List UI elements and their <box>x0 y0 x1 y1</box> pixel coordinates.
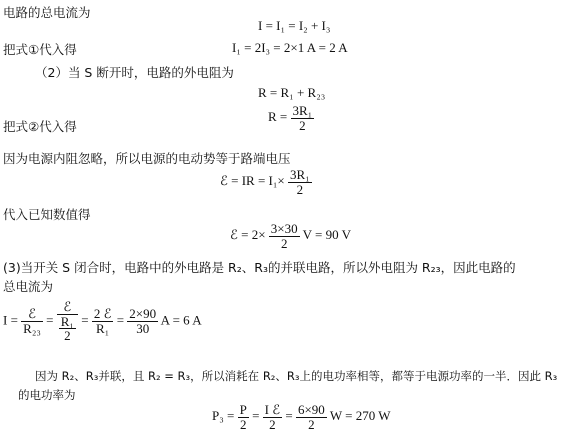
text-line-total-current-2: 总电流为 <box>3 279 54 294</box>
equation-external-resistance: R = R₁ + R₂₃ <box>258 85 326 100</box>
equation-emf-ir: ℰ = IR = I₁× $\frac{\text{3R₁}}{2}$ <box>220 167 310 197</box>
text-line-substitute-2: 把式②代入得 <box>3 119 77 134</box>
text-line-s-closed: (3)当开关 S 闭合时，电路中的外电路是 R₂、R₃的并联电路，所以外电阻为 R₂₃，因此电路的 <box>3 260 516 275</box>
text-line-emf-equals-voltage: 因为电源内阻忽略，所以电源的电动势等于路端电压 <box>3 151 291 166</box>
equation-r-fraction: R = $\frac{\text{3R₁}}{2}$ <box>268 103 313 133</box>
equation-current-sum: I = I₁ = I₂ + I₃ <box>258 18 331 33</box>
equation-emf-value: ℰ = 2× $\frac{3\times 30}{2}$ V = 90 V <box>230 221 352 251</box>
equation-p3-value: P₃ = $\frac{P}{2}$ = $\frac{\text{I ℰ}}{2}$ = $\frac{6\times 90}{2}$ W = 270 W <box>212 402 391 432</box>
equation-i1-value: I₁ = 2I₃ = 2×1 A = 2 A <box>232 40 348 55</box>
equation-total-current-closed: I = $\frac{\text{ℰ}}{\text{R₂₃}}$ = $\frac{\text{ℰ}}{\frac{\text{R₁}}{2}}$ = $\frac{\text{2 ℰ}}{\text{R₁}}$ = $\frac{2\times 90}{30}$ A = 6 A <box>3 299 202 344</box>
text-line-parallel-power: 因为 R₂、R₃并联，且 R₂ = R₃，所以消耗在 R₂、R₃上的电功率相等，都等于电源功率的一半．因此 R₃ <box>35 369 558 383</box>
text-line-substitute-known: 代入已知数值得 <box>3 207 91 222</box>
text-line-s-open: （2）当 S 断开时，电路的外电阻为 <box>35 65 234 80</box>
text-line-power-of-r3: 的电功率为 <box>18 388 76 402</box>
text-line-substitute-1: 把式①代入得 <box>3 42 77 57</box>
text-line-total-current: 电路的总电流为 <box>3 5 91 20</box>
